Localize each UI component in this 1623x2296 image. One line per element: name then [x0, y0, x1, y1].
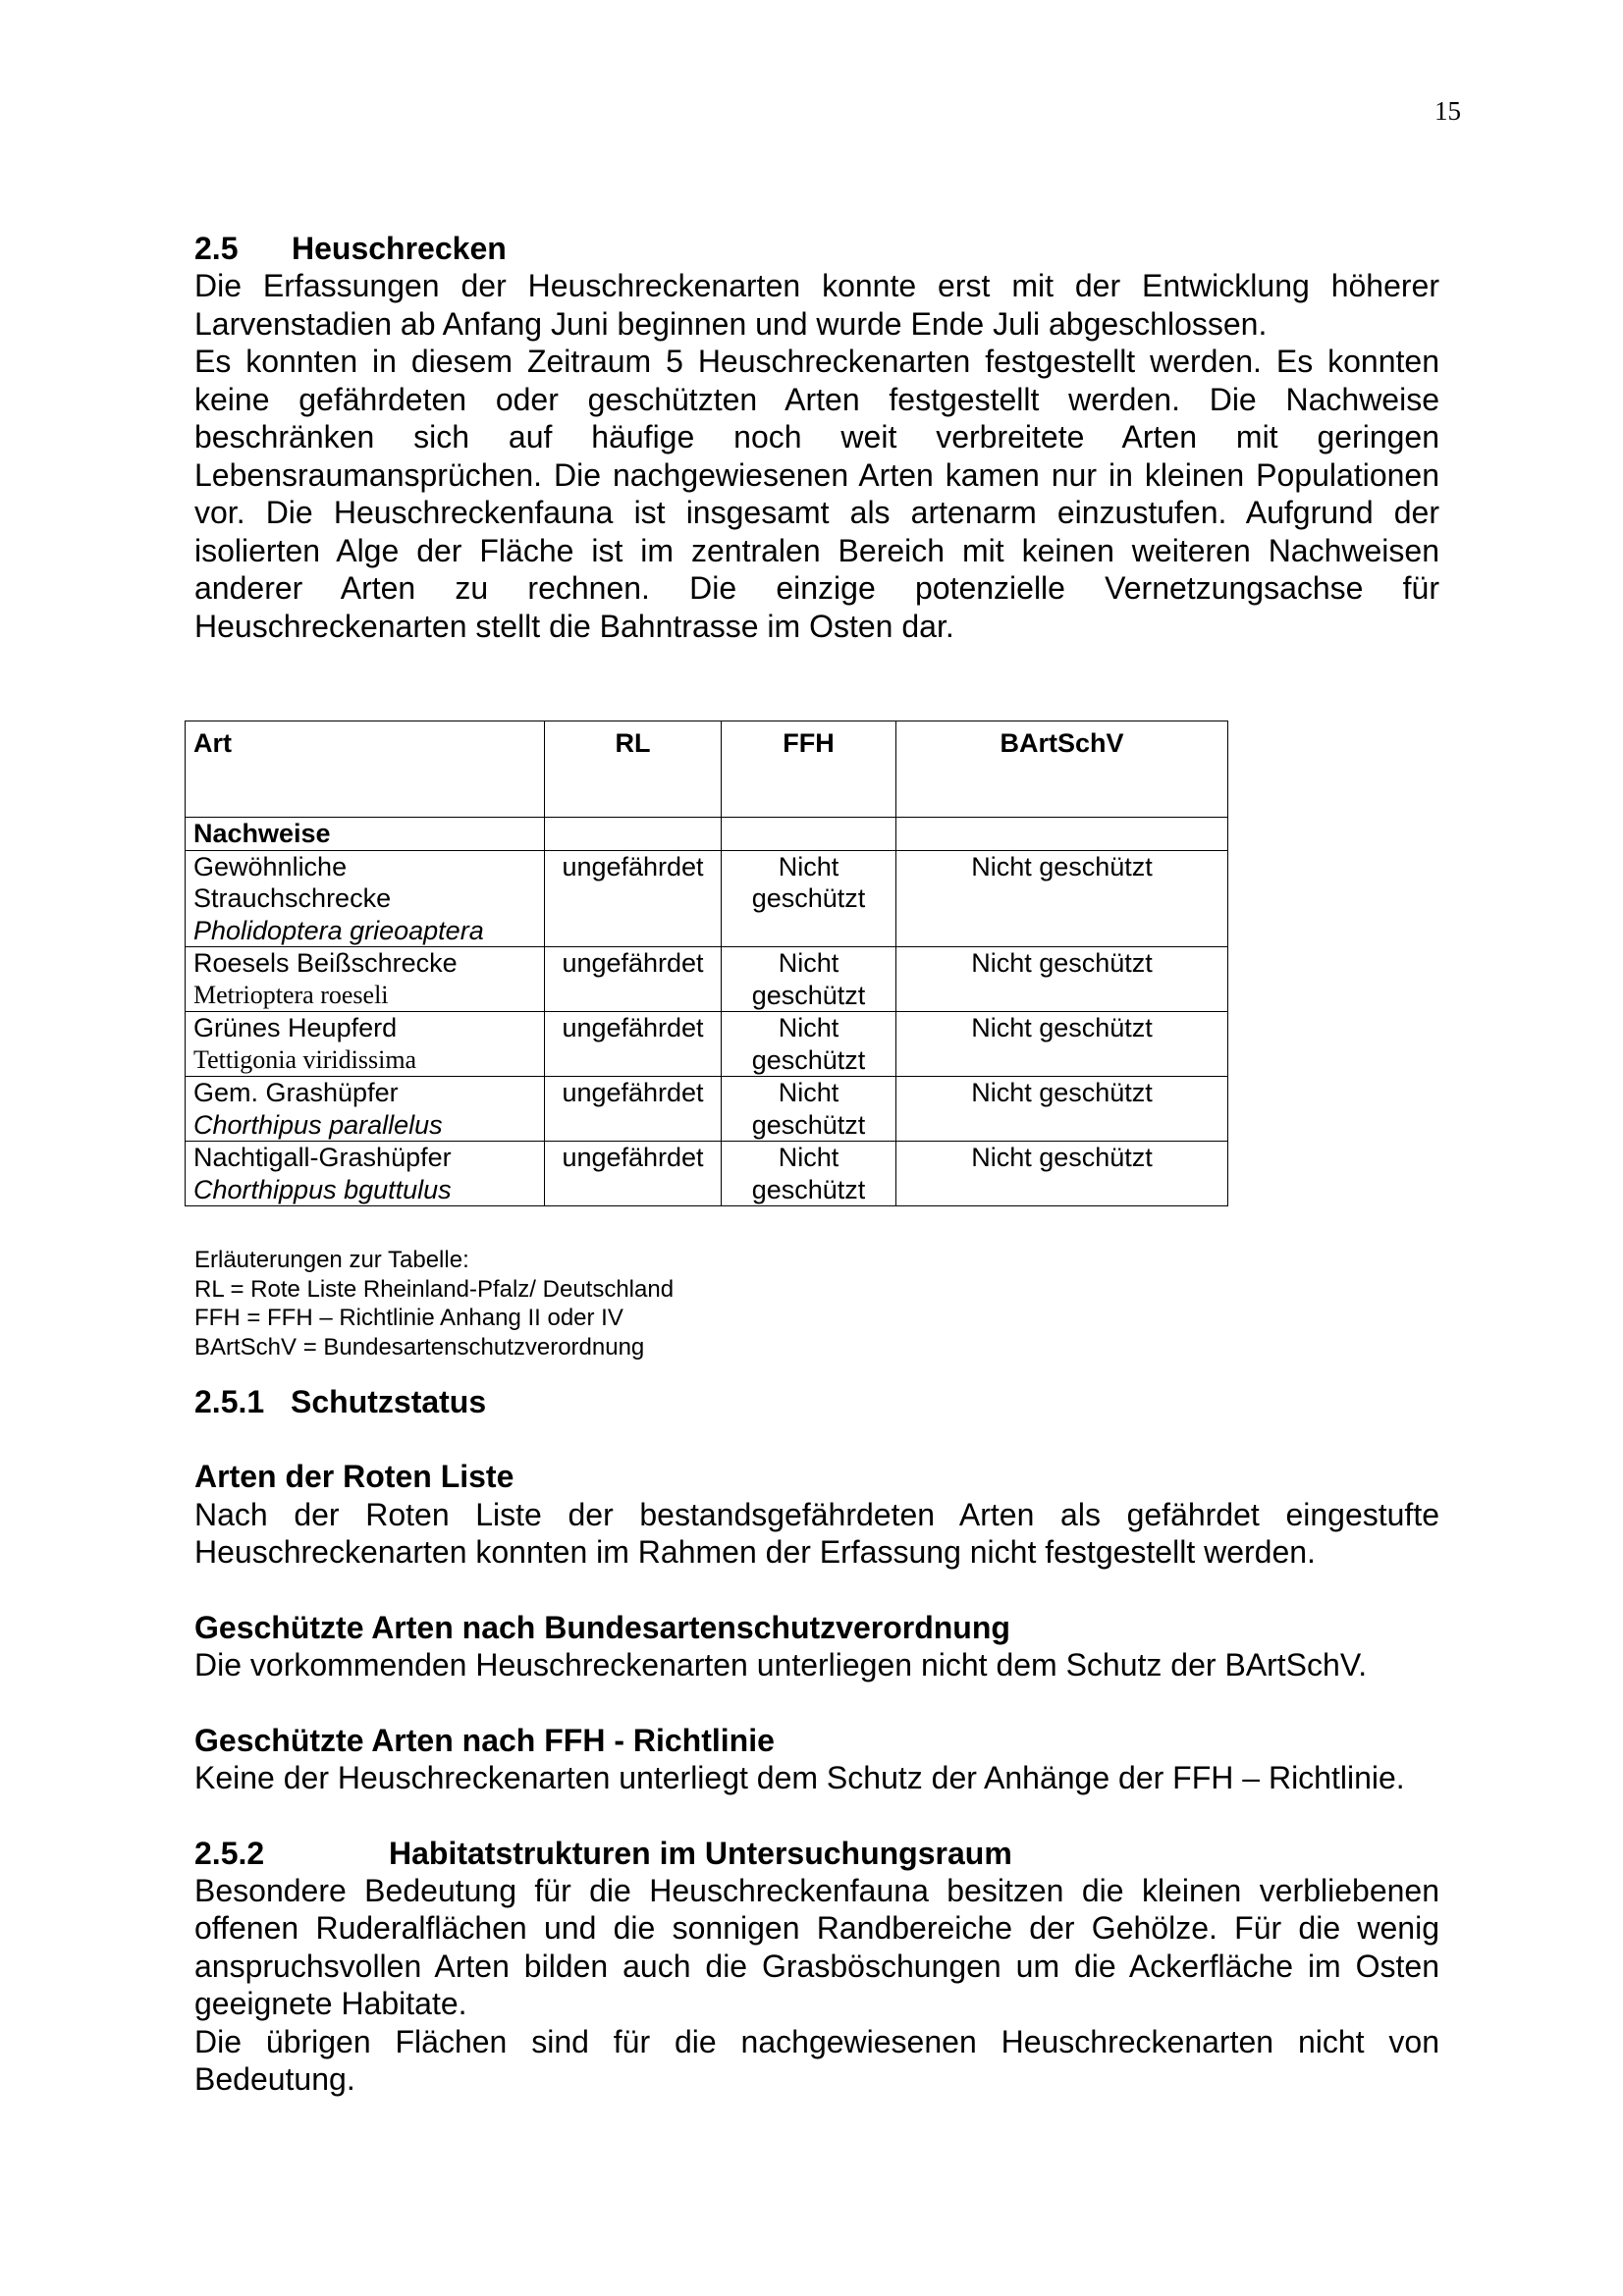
- bartschv-cell: Nicht geschützt: [896, 1142, 1228, 1206]
- section-paragraph: Die übrigen Flächen sind für die nachgewiesenen Heuschreckenarten nicht von Bedeutung.: [194, 2023, 1439, 2097]
- rl-cell: ungefährdet: [545, 850, 722, 947]
- rl-cell: ungefährdet: [545, 1142, 722, 1206]
- species-cell: [186, 947, 545, 1012]
- species-name: Gewöhnliche: [193, 851, 348, 881]
- species-name: Gem. Grashüpfer: [193, 1078, 399, 1107]
- subsection-heading: [194, 1835, 1439, 1872]
- notes-title: Erläuterungen zur Tabelle:: [194, 1247, 469, 1273]
- bartschv-cell: Nicht geschützt: [896, 1012, 1228, 1077]
- section-title: Heuschrecken: [292, 231, 507, 266]
- ffh-line: geschützt: [751, 883, 866, 913]
- ffh-cell: [722, 1012, 896, 1077]
- table-header-row: [186, 721, 1228, 818]
- header-bartschv: BArtSchV: [896, 721, 1228, 818]
- table-row: [186, 1012, 1228, 1077]
- block-title: Arten der Roten Liste: [194, 1459, 514, 1494]
- block-text: Keine der Heuschreckenarten unterliegt dem Schutz der Anhänge der FFH – Richtlinie.: [194, 1760, 1405, 1795]
- species-name: Nachtigall-Grashüpfer: [193, 1143, 452, 1172]
- subsection-number: 2.5.2: [194, 1835, 265, 1871]
- note-item: BArtSchV = Bundesartenschutzverordnung: [194, 1333, 645, 1361]
- table-row: [186, 947, 1228, 1012]
- bartschv-cell: Nicht geschützt: [896, 947, 1228, 1012]
- subsection-title: Habitatstrukturen im Untersuchungsraum: [389, 1835, 1012, 1871]
- ffh-cell: [722, 850, 896, 947]
- header-art: Art: [186, 721, 545, 818]
- species-cell: [186, 850, 545, 947]
- species-name: Strauchschrecke: [193, 883, 392, 913]
- ffh-line: geschützt: [751, 980, 866, 1010]
- subsection-title: Schutzstatus: [291, 1384, 487, 1419]
- species-name: Roesels Beißschrecke: [193, 948, 458, 978]
- table-group-row: [186, 818, 1228, 851]
- page-number: 15: [1434, 96, 1461, 126]
- subsection-number: 2.5.1: [194, 1384, 265, 1419]
- species-latin: Metrioptera roeseli: [193, 980, 389, 1009]
- ffh-cell: [722, 1142, 896, 1206]
- table-notes: [194, 1246, 1439, 1362]
- ffh-line: geschützt: [751, 1044, 866, 1075]
- subsection-heading: [194, 1383, 1439, 1420]
- header-ffh: FFH: [722, 721, 896, 818]
- species-latin: Chorthippus bguttulus: [193, 1174, 452, 1204]
- species-cell: [186, 1077, 545, 1142]
- species-cell: [186, 1142, 545, 1206]
- section-paragraph: Besondere Bedeutung für die Heuschreckenfauna besitzen die kleinen verbliebenen offenen Ruderalflächen und die sonnigen Randbereiche der Gehölze. Für die wenig anspruchsvollen Arten bilden auch die Grasböschungen um die Ackerfläche im Osten geeignete Habitate.: [194, 1872, 1439, 2021]
- ffh-line: Nicht: [778, 851, 839, 881]
- section-heading: [194, 230, 1439, 267]
- ffh-line: geschützt: [751, 1174, 866, 1204]
- table-row: [186, 850, 1228, 947]
- block-title: Geschützte Arten nach FFH - Richtlinie: [194, 1722, 775, 1758]
- section-number: 2.5: [194, 231, 239, 266]
- rl-cell: ungefährdet: [545, 947, 722, 1012]
- bartschv-cell: Nicht geschützt: [896, 850, 1228, 947]
- section-paragraph: Die Erfassungen der Heuschreckenarten konnte erst mit der Entwicklung höherer Larvenstadien ab Anfang Juni beginnen und wurde Ende Juli abgeschlossen.: [194, 268, 1439, 342]
- header-rl: RL: [545, 721, 722, 818]
- ffh-cell: [722, 947, 896, 1012]
- block-text: Nach der Roten Liste der bestandsgefährdeten Arten als gefährdet eingestufte Heuschreckenarten konnten im Rahmen der Erfassung nicht festgestellt werden.: [194, 1496, 1439, 1570]
- group-label: Nachweise: [186, 818, 545, 851]
- bartschv-cell: Nicht geschützt: [896, 1077, 1228, 1142]
- rl-cell: ungefährdet: [545, 1012, 722, 1077]
- species-table: [185, 721, 1228, 1206]
- ffh-line: Nicht: [778, 1078, 839, 1107]
- section-paragraph: Es konnten in diesem Zeitraum 5 Heuschreckenarten festgestellt werden. Es konnten keine gefährdeten oder geschützten Arten festgestellt werden. Die Nachweise beschränken sich auf häufige noch weit verbreitete Arten mit geringen Lebensraumansprüchen. Die nachgewiesenen Arten kamen nur in kleinen Populationen vor. Die Heuschreckenfauna ist insgesamt als artenarm einzustufen. Aufgrund der isolierten Alge der Fläche ist im zentralen Bereich mit keinen weiteren Nachweisen anderer Arten zu rechnen. Die einzige potenzielle Vernetzungsachse für Heuschreckenarten stellt die Bahntrasse im Osten dar.: [194, 344, 1439, 644]
- block-text: Die vorkommenden Heuschreckenarten unterliegen nicht dem Schutz der BArtSchV.: [194, 1647, 1368, 1682]
- table-row: [186, 1077, 1228, 1142]
- species-cell: [186, 1012, 545, 1077]
- species-name: Grünes Heupferd: [193, 1013, 398, 1042]
- species-latin: Pholidoptera grieoaptera: [193, 915, 484, 945]
- species-latin: Chorthipus parallelus: [193, 1109, 443, 1140]
- page-content: [194, 230, 1439, 2099]
- species-latin: Tettigonia viridissima: [193, 1044, 417, 1074]
- note-item: RL = Rote Liste Rheinland-Pfalz/ Deutschland: [194, 1275, 675, 1303]
- ffh-line: Nicht: [778, 1143, 839, 1172]
- ffh-line: geschützt: [751, 1109, 866, 1140]
- rl-cell: ungefährdet: [545, 1077, 722, 1142]
- ffh-line: Nicht: [778, 948, 839, 978]
- ffh-line: Nicht: [778, 1013, 839, 1042]
- table-row: [186, 1142, 1228, 1206]
- note-item: FFH = FFH – Richtlinie Anhang II oder IV: [194, 1305, 623, 1331]
- block-title: Geschützte Arten nach Bundesartenschutzverordnung: [194, 1609, 1010, 1645]
- ffh-cell: [722, 1077, 896, 1142]
